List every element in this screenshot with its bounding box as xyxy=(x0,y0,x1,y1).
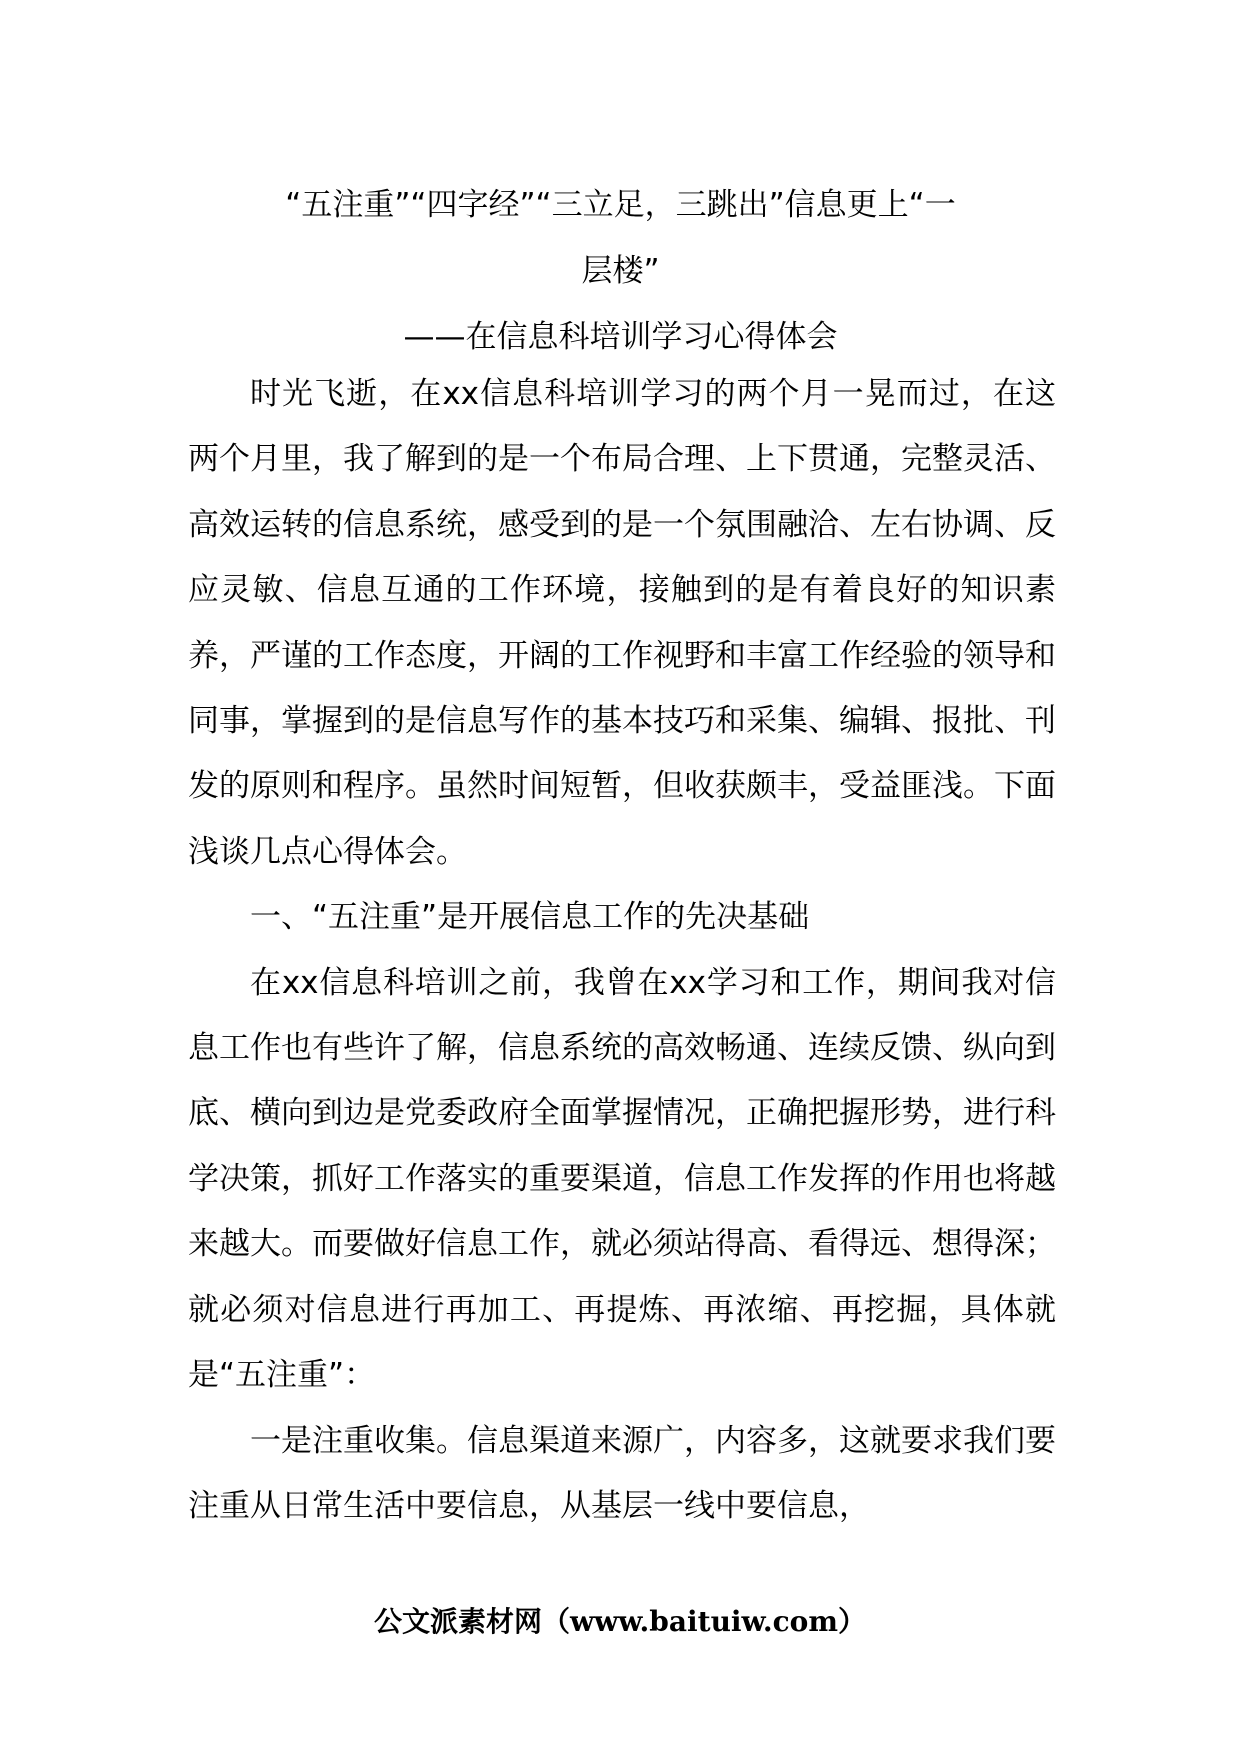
title-block xyxy=(188,172,1053,370)
section-heading-1: 一、“五注重”是开展信息工作的先决基础 xyxy=(250,899,810,936)
intro-paragraph: 时光飞逝，在xx信息科培训学习的两个月一晃而过，在这两个月里，我了解到的是一个布局合理、上下贯通，完整灵活、高效运转的信息系统，感受到的是一个氛围融洽、左右协调、反应灵敏、信息互通的工作环境，接触到的是有着良好的知识素养，严谨的工作态度，开阔的工作视野和丰富工作经验的领导和同事，掌握到的是信息写作的基本技巧和采集、编辑、报批、刊发的原则和程序。虽然时间短暂，但收获颇丰，受益匪浅。下面浅谈几点心得体会。 xyxy=(188,376,1056,870)
document-title-line-1: “五注重”“四字经”“三立足，三跳出”信息更上“一 xyxy=(285,187,956,223)
section-1-paragraph-2: 一是注重收集。信息渠道来源广，内容多，这就要求我们要注重从日常生活中要信息，从基层一线中要信息， xyxy=(188,1422,1056,1524)
document-title-line-2: 层楼” xyxy=(581,253,660,289)
section-1-paragraph-1: 在xx信息科培训之前，我曾在xx学习和工作，期间我对信息工作也有些许了解，信息系统的高效畅通、连续反馈、纵向到底、横向到边是党委政府全面掌握情况，正确把握形势，进行科学决策，抓好工作落实的重要渠道，信息工作发挥的作用也将越来越大。而要做好信息工作，就必须站得高、看得远、想得深；就必须对信息进行再加工、再提炼、再浓缩、再挖掘，具体就是“五注重”： xyxy=(188,964,1056,1394)
document-body xyxy=(188,362,1056,1539)
footer-watermark: 公文派素材网（www.baituiw.com） xyxy=(374,1605,866,1638)
document-subtitle: ——在信息科培训学习心得体会 xyxy=(403,319,838,355)
